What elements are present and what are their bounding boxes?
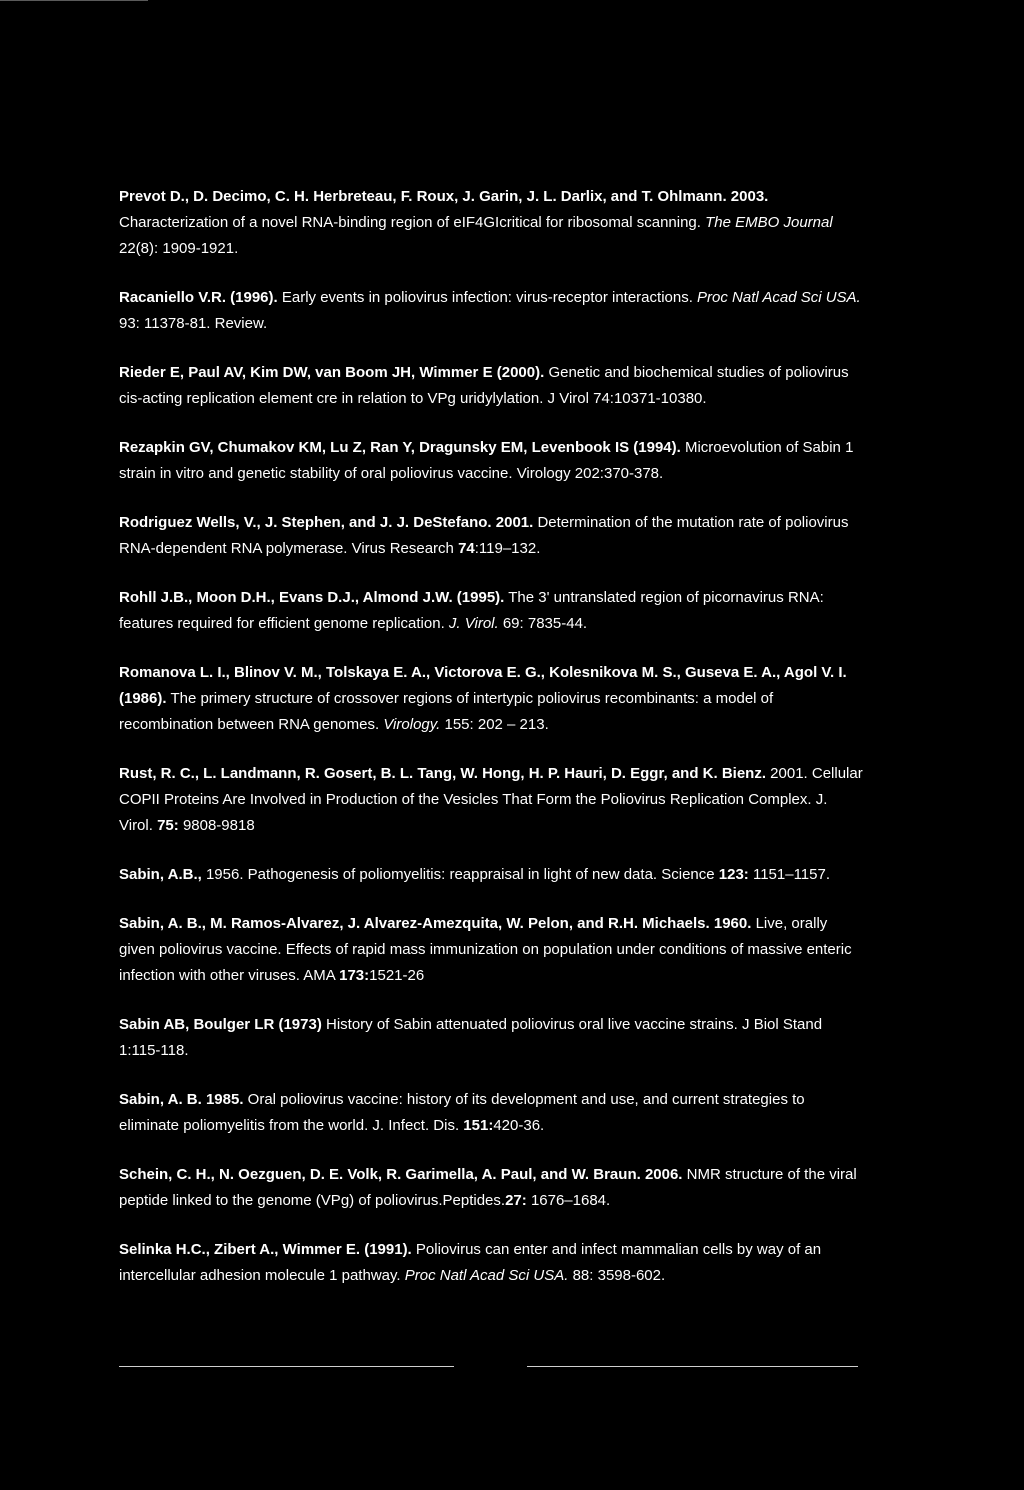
reference-rust-2001 — [119, 761, 864, 839]
reference-rieder-2000 — [119, 360, 864, 412]
footer-rule-left — [119, 1366, 454, 1367]
reference-title: Live, orally given poliovirus vaccine. Effects of rapid mass immunization on population under conditions of massive enteric infection with other viruses. AMA — [119, 915, 852, 984]
reference-title: Early events in poliovirus infection: virus-receptor interactions. — [281, 289, 693, 306]
reference-volume: 75: — [157, 817, 179, 834]
reference-racaniello-1996 — [119, 285, 864, 337]
reference-volume: 173: — [339, 967, 370, 984]
reference-pages: 9808-9818 — [182, 817, 255, 834]
reference-authors: Prevot D., D. Decimo, C. H. Herbreteau, F. Roux, J. Garin, J. L. Darlix, and T. Ohlmann. 2003. — [119, 188, 769, 205]
reference-selinka-1991 — [119, 1237, 864, 1289]
reference-sabin-1960 — [119, 911, 864, 989]
reference-citation: 88: 3598-602. — [572, 1267, 666, 1284]
reference-rodriguez-wells-2001 — [119, 510, 864, 562]
reference-title: NMR structure of the viral peptide linked to the genome (VPg) of poliovirus.Peptides. — [119, 1166, 857, 1209]
reference-title: Oral poliovirus vaccine: history of its development and use, and current strategies to eliminate poliomyelitis from the world. J. Infect. Dis. — [119, 1091, 805, 1134]
reference-journal: The EMBO Journal — [705, 214, 833, 231]
reference-pages: 420-36. — [493, 1117, 545, 1134]
reference-citation: 69: 7835-44. — [502, 615, 588, 632]
reference-title: The primery structure of crossover regions of intertypic poliovirus recombinants: a model of recombination between RNA genomes. — [119, 690, 774, 733]
reference-journal: J. Virol. — [448, 615, 499, 632]
reference-authors: Rieder E, Paul AV, Kim DW, van Boom JH, Wimmer E (2000). — [119, 364, 545, 381]
reference-journal: Proc Natl Acad Sci USA. — [404, 1267, 569, 1284]
reference-authors: Selinka H.C., Zibert A., Wimmer E. (1991). — [119, 1241, 412, 1258]
reference-volume: 151: — [463, 1117, 494, 1134]
reference-pages: 1151–1157. — [752, 866, 831, 883]
reference-romanova-1986 — [119, 660, 864, 738]
reference-rohll-1995 — [119, 585, 864, 637]
reference-authors: Schein, C. H., N. Oezguen, D. E. Volk, R. Garimella, A. Paul, and W. Braun. 2006. — [119, 1166, 683, 1183]
reference-schein-2006 — [119, 1162, 864, 1214]
reference-citation: 155: 202 – 213. — [444, 716, 549, 733]
reference-authors: Rodriguez Wells, V., J. Stephen, and J. J. DeStefano. 2001. — [119, 514, 534, 531]
reference-sabin-1956 — [119, 862, 864, 888]
reference-authors: Sabin, A. B., M. Ramos-Alvarez, J. Alvarez-Amezquita, W. Pelon, and R.H. Michaels. 1960. — [119, 915, 752, 932]
reference-sabin-boulger-1973 — [119, 1012, 864, 1064]
reference-pages: :119–132. — [474, 540, 541, 557]
reference-authors: Sabin, A. B. 1985. — [119, 1091, 244, 1108]
reference-title: 1956. Pathogenesis of poliomyelitis: reappraisal in light of new data. Science — [205, 866, 715, 883]
reference-pages: 1676–1684. — [530, 1192, 611, 1209]
reference-sabin-1985 — [119, 1087, 864, 1139]
reference-title: The 3' untranslated region of picornavirus RNA: features required for efficient genome replication. — [119, 589, 824, 632]
reference-list — [119, 184, 864, 1312]
reference-prevot-2003 — [119, 184, 864, 262]
reference-authors: Rust, R. C., L. Landmann, R. Gosert, B. L. Tang, W. Hong, H. P. Hauri, D. Eggr, and K. Bienz. — [119, 765, 766, 782]
reference-journal: Virology. — [383, 716, 441, 733]
footer-rule-right — [527, 1366, 858, 1367]
top-edge-rule — [0, 0, 148, 1]
reference-journal: Proc Natl Acad Sci USA. — [697, 289, 861, 306]
reference-title: Determination of the mutation rate of poliovirus RNA-dependent RNA polymerase. Virus Research — [119, 514, 849, 557]
reference-authors: Romanova L. I., Blinov V. M., Tolskaya E. A., Victorova E. G., Kolesnikova M. S., Guseva E. A., Agol V. I. (1986). — [119, 664, 847, 707]
reference-title: Characterization of a novel RNA-binding region of eIF4GIcritical for ribosomal scanning. — [119, 214, 701, 231]
reference-authors: Rezapkin GV, Chumakov KM, Lu Z, Ran Y, Dragunsky EM, Levenbook IS (1994). — [119, 439, 681, 456]
reference-volume: 27: — [505, 1192, 527, 1209]
reference-pages: 1521-26 — [369, 967, 425, 984]
reference-citation: 93: 11378-81. Review. — [119, 315, 268, 332]
reference-authors: Rohll J.B., Moon D.H., Evans D.J., Almond J.W. (1995). — [119, 589, 505, 606]
reference-title: 2001. Cellular COPII Proteins Are Involved in Production of the Vesicles That Form the Poliovirus Replication Complex. J. Virol. — [119, 765, 863, 834]
reference-authors: Racaniello V.R. (1996). — [119, 289, 278, 306]
reference-title: Genetic and biochemical studies of poliovirus cis-acting replication element cre in relation to VPg uridylylation. J Virol 74:10371-10380. — [119, 364, 849, 407]
reference-volume: 123: — [718, 866, 749, 883]
reference-title: Microevolution of Sabin 1 strain in vitro and genetic stability of oral poliovirus vaccine. Virology 202:370-378. — [119, 439, 854, 482]
reference-rezapkin-1994 — [119, 435, 864, 487]
reference-title: History of Sabin attenuated poliovirus oral live vaccine strains. J Biol Stand 1:115-118. — [119, 1016, 823, 1059]
reference-authors: Sabin, A.B., — [119, 866, 202, 883]
reference-citation: 22(8): 1909-1921. — [119, 240, 239, 257]
reference-authors: Sabin AB, Boulger LR (1973) — [119, 1016, 322, 1033]
reference-volume: 74 — [458, 540, 475, 557]
reference-title: Poliovirus can enter and infect mammalian cells by way of an intercellular adhesion molecule 1 pathway. — [119, 1241, 822, 1284]
